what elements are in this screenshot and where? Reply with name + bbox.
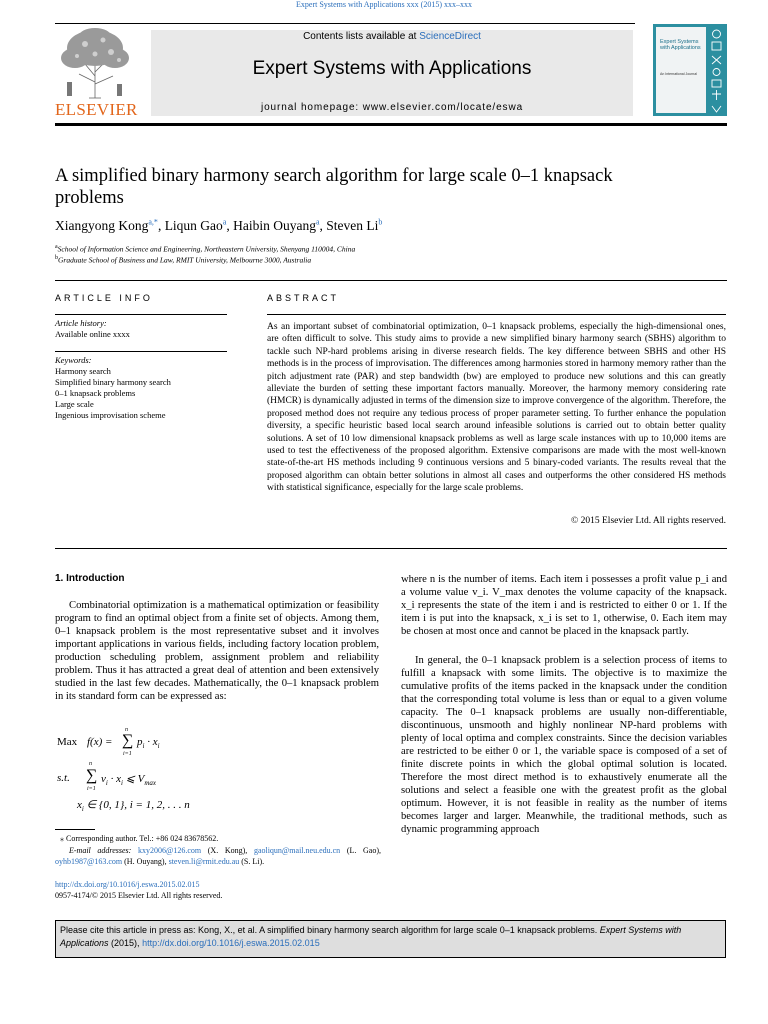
journal-homepage: [151, 102, 633, 113]
citation-journal: Expert Systems with Applications: [60, 925, 682, 948]
journal-running-link[interactable]: Expert Systems with Applications xxx (2015) xxx–xxx: [296, 0, 472, 9]
eq-sum-lower: i=1: [123, 751, 132, 757]
eq-subject-to: s.t.: [57, 772, 70, 784]
keyword: Simplified binary harmony search: [55, 377, 171, 387]
email-link[interactable]: kxy2006@126.com: [137, 846, 202, 855]
citation-box: [55, 920, 726, 958]
cover-panel: [656, 27, 706, 113]
abstract-heading: ABSTRACT: [267, 293, 340, 303]
author[interactable]: Liqun Gao$^a$,: [164, 217, 234, 233]
homepage-label: journal homepage:: [260, 102, 363, 113]
corresponding-author-note: ⁎ Corresponding author. Tel.: +86 024 83678562.: [60, 834, 219, 843]
eq-sum-upper: n: [89, 761, 92, 767]
history-value: Available online xxxx: [55, 329, 130, 339]
affiliation-a: $^a$School of Information Science and Engineering, Northeastern University, Shenyang 110004, China: [55, 244, 356, 254]
eq-max: Max: [57, 736, 78, 748]
abstract-rule: [267, 314, 726, 315]
history-label: Article history:: [55, 318, 107, 328]
elsevier-tree-logo: [55, 26, 135, 100]
sum-symbol-icon: ∑: [122, 732, 134, 749]
email-link[interactable]: oyhb1987@163.com: [55, 857, 123, 866]
cover-icons: [709, 28, 724, 114]
citation-doi-link[interactable]: http://dx.doi.org/10.1016/j.eswa.2015.02.015: [142, 938, 320, 948]
eq-sum-upper: n: [125, 727, 128, 733]
eq-profit-term: $p_i \cdot x_i$: [137, 736, 160, 751]
article-info-rule: [55, 314, 227, 315]
intro-right-paragraph-2: In general, the 0–1 knapsack problem is a selection process of items to fulfill a knapsack with some limits. The objective is to maximize the cumulative profits of the items packed in the knapsack under the condition that the corresponding total volume is less than or equal to a given volume capacity. The 0–1 knapsack problems are usually non-differentiable, discontinuous, unsmooth and highly nonlinear NP-hard problems with plenty of local optima and complex constraints. Since the decision variables are restricted to be either 0 or 1, the variable space is composed of a set of finite discrete points in which the global optimal solution is located. Therefore the most direct method is to exhaustively enumerate all the solutions and select a feasible one with the greatest profit as the global optimum. However, it is not feasible in reality as the number of items becomes larger and larger. Meanwhile, the traditional methods, such as dynamic programming approach: [401, 655, 727, 835]
eq-volume-term: $v_i \cdot x_i$ ⩽ $V_{max}$: [101, 773, 157, 788]
email-link[interactable]: gaoliqun@mail.neu.edu.cn: [253, 846, 341, 855]
journal-title: Expert Systems with Applications: [252, 58, 532, 79]
intro-right-paragraph-1: where n is the number of items. Each item i possesses a profit value p_i and a volume value v_i. V_max denotes the volume capacity of the knapsack. x_i represents the state of the item i and is restricted to either 0 or 1. If the item i is put into the knapsack, x_i is set to 1, otherwise, 0. Each item may be chosen at most once and cannot be placed in the knapsack partly.: [401, 574, 727, 637]
author[interactable]: Steven Li$^b$: [326, 217, 383, 233]
author[interactable]: Xiangyong Kong$^{a,*}$,: [55, 217, 165, 233]
article-history: [55, 318, 227, 340]
journal-cover-thumbnail[interactable]: [653, 24, 727, 116]
header-thick-rule: [55, 123, 727, 126]
cover-subtitle: An International Journal: [660, 72, 697, 76]
email-link[interactable]: steven.li@rmit.edu.au: [168, 857, 240, 866]
contents-line: [151, 31, 633, 42]
email-addresses: E-mail addresses: kxy2006@126.com (X. Kong), gaoliqun@mail.neu.edu.cn (L. Gao), oyhb1987@163.com (H. Ouyang), steven.li@rmit.edu.au (S. Li).: [55, 846, 381, 866]
eq-sum-lower: i=1: [87, 786, 96, 792]
keyword: Harmony search: [55, 366, 111, 376]
contents-prefix: Contents lists available at: [303, 31, 420, 42]
keywords: [55, 355, 227, 421]
abstract-copyright: © 2015 Elsevier Ltd. All rights reserved.: [571, 516, 726, 526]
intro-paragraph-1: Combinatorial optimization is a mathematical optimization or feasibility program to find an optimal object from a finite set of objects. Among them, 0–1 knapsack problem is the most representative subset and it involves important applications in various fields, including factory location problem, production scheduling problem, assignment problem and reliability problem. Thus it has attracted a great deal of attention and been extensively studied in the last few decades. Mathematically, the 0–1 knapsack problem in its standard form can be expressed as:: [55, 600, 379, 702]
author-list: [55, 217, 382, 234]
article-info-heading: ARTICLE INFO: [55, 293, 153, 303]
doi-link[interactable]: http://dx.doi.org/10.1016/j.eswa.2015.02.015: [55, 880, 200, 889]
citation-prefix: Please cite this article in press as: Kong, X., et al. A simplified binary harmony search algorithm for large scale 0–1 knapsack problems.: [60, 925, 600, 935]
keywords-label: Keywords:: [55, 355, 92, 365]
keyword: 0–1 knapsack problems: [55, 388, 136, 398]
cover-title: Expert Systems with Applications: [660, 39, 701, 51]
sum-symbol-icon: ∑: [86, 767, 98, 784]
header-top-rule: [55, 23, 635, 24]
section-heading: 1. Introduction: [55, 573, 125, 584]
footnote-rule: [55, 829, 95, 830]
citation-year: (2015),: [108, 938, 143, 948]
keyword: Ingenious improvisation scheme: [55, 410, 166, 420]
affiliation-rule: [55, 280, 727, 281]
author[interactable]: Haibin Ouyang$^a$,: [233, 217, 327, 233]
abstract-bottom-rule: [55, 548, 727, 549]
publisher-name[interactable]: ELSEVIER: [55, 100, 138, 119]
keywords-rule: [55, 351, 227, 352]
issn-line: 0957-4174/© 2015 Elsevier Ltd. All rights reserved.: [55, 891, 223, 900]
article-title: A simplified binary harmony search algorithm for large scale 0–1 knapsack problems: [55, 166, 613, 208]
keyword: Large scale: [55, 399, 94, 409]
eq-domain: $x_i$ ∈ {0, 1}, i = 1, 2, . . . n: [77, 799, 190, 814]
knapsack-equation: [55, 727, 379, 818]
abstract-text: As an important subset of combinatorial optimization, 0–1 knapsack problems, especially the high-dimensional ones, are often difficult to solve. This study aims to provide a new simplified binary harmony search (SBHS) algorithm to tackle such NP-hard problems arising in diverse research fields. The key difference between SBHS and other HS methods is in the process of improvisation. The differences among harmonies stored in harmony memory rather than the pitch adjustment rate (PAR) and step bandwidth (bw) are employed to produce new solutions and this can greatly alleviate the burden of setting these important factors manually. Moreover, the harmony memory considering rate (HMCR) is dynamically adjusted in terms of the dimension size to improve convergence of the algorithm. Therefore, the proposed method does not require any tedious process of proper parameter setting. To further enhance the population diversity, a specific heuristic based local search around infeasible solutions is carried out to obtain better quality solutions. A set of 10 low dimensional knapsack problems as well as large scale instances with up to 10,000 items are used to test the effectiveness of the proposed algorithm. Extensive comparisons are made with the most well-known state-of-the-art HS methods including 9 continuous versions and 5 binary-coded variants. The results reveal that the proposed algorithm can obtain better solutions in almost all cases and outperforms the other considered HS methods with statistical significance, especially for the large scale problems.: [267, 322, 726, 494]
eq-objective: f(x) =: [87, 736, 113, 748]
affiliation-b: $^b$Graduate School of Business and Law, RMIT University, Melbourne 3000, Australia: [55, 255, 312, 265]
homepage-url[interactable]: www.elsevier.com/locate/eswa: [362, 102, 524, 113]
sciencedirect-link[interactable]: ScienceDirect: [419, 31, 481, 42]
